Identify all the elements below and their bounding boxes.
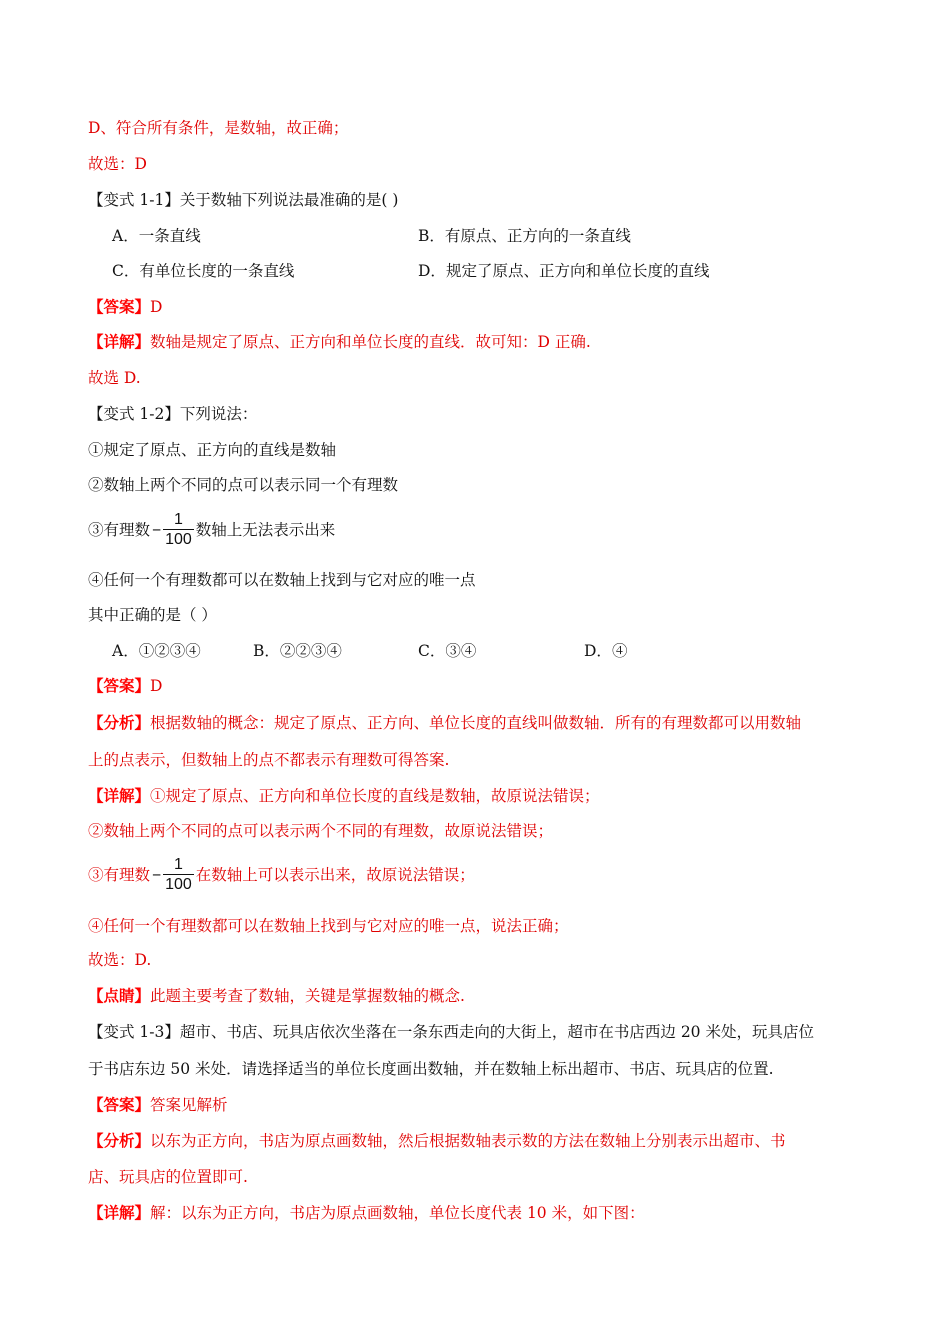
fraction: $\frac{1}{100}$ (165, 510, 192, 548)
detail-1-3: 【详解】解：以东为正方向，书店为原点画数轴，单位长度代表 10 米，如下图： (88, 1203, 645, 1222)
detail-line-4: ④任何一个有理数都可以在数轴上找到与它对应的唯一点，说法正确； (88, 917, 569, 935)
detail-tag: 【详解】 (88, 1203, 151, 1222)
question-text: 下列说法： (179, 405, 258, 423)
statement-1: ①规定了原点、正方向的直线是数轴 (88, 441, 337, 459)
conclusion-1-2: 故选：D. (88, 951, 152, 969)
answer-value: D (150, 298, 163, 316)
analysis-1-3: 【分析】以东为正方向，书店为原点画数轴，然后根据数轴表示数的方法在数轴上分别表示出超市、书 (88, 1131, 786, 1150)
answer-1-1 (88, 297, 162, 317)
answer-1-2 (88, 676, 162, 696)
minus-sign: − (152, 867, 162, 884)
answer-1-3: 【答案】答案见解析 (88, 1095, 228, 1114)
detail-line-3: ③有理数 − $\frac{1}{100}$ 在数轴上可以表示出来，故原说法错误； (88, 855, 475, 893)
analysis-tag: 【分析】 (88, 713, 151, 732)
comment-tag: 【点睛】 (88, 986, 151, 1005)
option-c: C．有单位长度的一条直线 (112, 262, 295, 280)
detail-1-1 (88, 332, 591, 352)
comment-1-2: 【点睛】此题主要考查了数轴，关键是掌握数轴的概念. (88, 986, 465, 1005)
detail-text: 数轴是规定了原点、正方向和单位长度的直线．故可知：D 正确. (150, 333, 591, 351)
detail-line-2: ②数轴上两个不同的点可以表示两个不同的有理数，故原说法错误； (88, 822, 554, 840)
question-1-3-stem: 【变式 1-3】超市、书店、玩具店依次坐落在一条东西走向的大街上，超市在书店西边 20 米处，玩具店位 (88, 1023, 814, 1041)
option-d: D．④ (584, 642, 628, 660)
option-b: B．有原点、正方向的一条直线 (418, 227, 631, 245)
answer-tag: 【答案】 (88, 297, 151, 316)
option-a: A．①②③④ (112, 642, 201, 660)
question-1-1-stem (88, 190, 398, 210)
question-1-2-stem (88, 404, 257, 424)
detail-tag: 【详解】 (88, 332, 151, 351)
statement-2: ②数轴上两个不同的点可以表示同一个有理数 (88, 476, 399, 494)
detail-tag: 【详解】 (88, 786, 151, 805)
analysis-1-3-cont: 店、玩具店的位置即可. (88, 1168, 248, 1186)
question-tag: 【变式 1-3】 (88, 1023, 180, 1041)
question-tag: 【变式 1-2】 (88, 405, 180, 423)
answer-tag: 【答案】 (88, 1095, 151, 1114)
analysis-tag: 【分析】 (88, 1131, 151, 1150)
prev-conclusion: 故选：D (88, 155, 147, 173)
option-c: C．③④ (418, 642, 477, 660)
question-tag: 【变式 1-1】 (88, 191, 180, 209)
statement-3: ③有理数 − $\frac{1}{100}$ 数轴上无法表示出来 (88, 510, 336, 548)
question-1-3-stem-cont: 于书店东边 50 米处．请选择适当的单位长度画出数轴，并在数轴上标出超市、书店、玩具店的位置. (88, 1060, 774, 1078)
fraction: $\frac{1}{100}$ (165, 855, 192, 893)
minus-sign: − (152, 522, 162, 539)
question-ask: 其中正确的是（ ） (88, 606, 217, 624)
question-text: 关于数轴下列说法最准确的是( ) (179, 191, 399, 209)
option-a: A．一条直线 (112, 227, 201, 245)
option-d: D．规定了原点、正方向和单位长度的直线 (418, 262, 710, 280)
statement-4: ④任何一个有理数都可以在数轴上找到与它对应的唯一点 (88, 571, 476, 589)
option-b: B．②②③④ (253, 642, 342, 660)
analysis-1-2-cont: 上的点表示，但数轴上的点不都表示有理数可得答案. (88, 751, 450, 769)
detail-1-2: 【详解】①规定了原点、正方向和单位长度的直线是数轴，故原说法错误； (88, 786, 600, 805)
analysis-1-2: 【分析】根据数轴的概念：规定了原点、正方向、单位长度的直线叫做数轴．所有的有理数都可以用数轴 (88, 713, 802, 732)
prev-option-d-explanation: D、符合所有条件，是数轴，故正确； (88, 119, 349, 137)
answer-value: D (150, 677, 163, 695)
conclusion-1-1: 故选 D. (88, 369, 141, 387)
answer-tag: 【答案】 (88, 676, 151, 695)
